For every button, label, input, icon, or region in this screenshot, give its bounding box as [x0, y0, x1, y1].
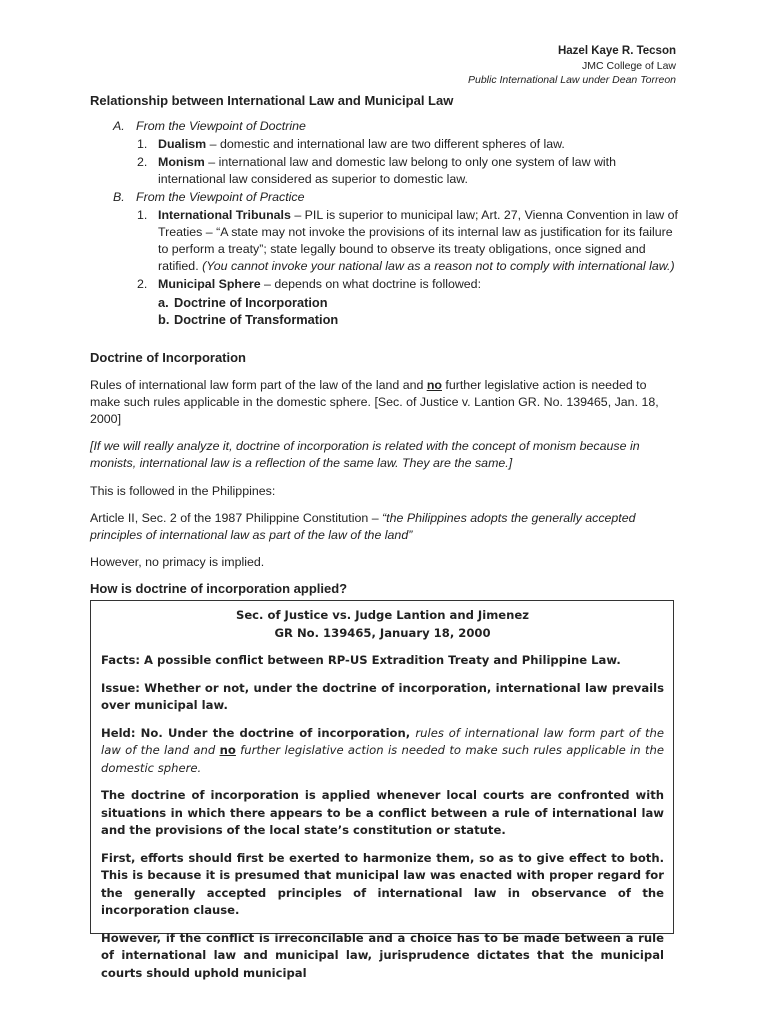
item-term: Municipal Sphere — [158, 277, 261, 291]
held-italic-text: rules of international law form part of the law of the land and — [101, 725, 664, 757]
rule-text-end: further legislative action is needed to make such rules applicable in the domestic sphere. [Sec. of Justice v. Lantion GR. No. 139465, Jan. 18, 2000] — [90, 378, 659, 426]
section-label: From the Viewpoint of Doctrine — [136, 119, 306, 133]
document-title: Relationship between International Law and Municipal Law — [90, 93, 454, 108]
subitem-text: Doctrine of Transformation — [174, 312, 339, 327]
primacy-statement: However, no primacy is implied. — [90, 555, 265, 569]
item-term: Monism — [158, 155, 205, 169]
viewpoint-outline — [90, 118, 680, 328]
rule-text: Rules of international law form part of the law of the land and — [90, 378, 427, 392]
case-issue — [101, 680, 664, 715]
item-number: 1. — [137, 208, 148, 222]
held-text: No. Under the doctrine of incorporation, — [135, 725, 416, 740]
case-held — [101, 725, 664, 778]
item-note: (You cannot invoke your national law as a reason not to comply with international law.) — [202, 259, 675, 273]
incorporation-heading: Doctrine of Incorporation — [90, 350, 246, 365]
list-item-dualism — [90, 136, 680, 153]
how-applied-heading: How is doctrine of incorporation applied? — [90, 581, 348, 596]
section-letter: B. — [113, 190, 125, 204]
subitem-text: Doctrine of Incorporation — [174, 295, 328, 310]
facts-text: A possible conflict between RP-US Extradition Treaty and Philippine Law. — [140, 653, 621, 667]
section-b — [90, 189, 680, 206]
facts-label: Facts: — [101, 653, 141, 667]
constitution-article — [90, 510, 674, 544]
held-italic-text-end: further legislative action is needed to make such rules applicable in the domestic sphere. — [101, 743, 665, 775]
item-number: 2. — [137, 155, 148, 169]
issue-text: Whether or not, under the doctrine of incorporation, international law prevails over municipal law. — [101, 680, 664, 712]
article-reference: Article II, Sec. 2 of the 1987 Philippine Constitution – — [90, 511, 383, 525]
list-item-monism — [90, 154, 680, 188]
case-title: Sec. of Justice vs. Judge Lantion and Jimenez — [235, 608, 530, 622]
held-label: Held: — [101, 725, 136, 740]
course-name: Public International Law under Dean Torreon — [468, 74, 676, 86]
college-name: JMC College of Law — [582, 60, 676, 72]
subitem-letter: a. — [158, 295, 169, 310]
issue-label: Issue: — [101, 680, 140, 695]
item-text: – international law and domestic law belong to only one system of law with international law considered as superior to domestic law. — [158, 155, 616, 186]
subitem-letter: b. — [158, 312, 170, 327]
article-quote: “the Philippines adopts the generally accepted principles of international law as part of the law of the land” — [90, 511, 636, 542]
section-a — [90, 118, 680, 135]
section-label: From the Viewpoint of Practice — [136, 190, 305, 204]
item-term: Dualism — [158, 137, 207, 151]
case-box — [90, 600, 674, 980]
case-paragraph-2: First, efforts should first be exerted to harmonize them, so as to give effect to both. This is because it is presumed that municipal law was enacted with proper regard for the generally accepted principles of international law in observance of the incorporation clause. — [101, 850, 664, 917]
held-emphasis: no — [219, 743, 236, 757]
followed-statement: This is followed in the Philippines: — [90, 484, 276, 498]
page-header — [468, 44, 676, 87]
item-term: International Tribunals — [158, 208, 291, 222]
item-text: – PIL is superior to municipal law; Art. 27, Vienna Convention in law of Treaties – “A state may not invoke the provisions of its internal law as justification for its failure to perform a treaty”; state legally bound to observe its treaty obligations, once signed and ratified. — [158, 208, 678, 273]
item-number: 1. — [137, 137, 148, 151]
case-paragraph-3: However, if the conflict is irreconcilable and a choice has to be made between a rule of international law and municipal law, jurisprudence dictates that the municipal courts should uphold municipal — [101, 930, 664, 980]
subitem-incorporation — [90, 294, 680, 311]
item-text: – domestic and international law are two different spheres of law. — [206, 137, 565, 151]
author-name: Hazel Kaye R. Tecson — [557, 45, 676, 57]
item-number: 2. — [137, 277, 148, 291]
incorporation-rule — [90, 377, 674, 428]
list-item-international-tribunals — [90, 207, 680, 275]
section-letter: A. — [113, 119, 125, 133]
list-item-municipal-sphere — [90, 276, 680, 293]
item-text: – depends on what doctrine is followed: — [260, 277, 482, 291]
case-paragraph-1: The doctrine of incorporation is applied whenever local courts are confronted with situations in which there appears to be a conflict between a rule of international law and the provisions of the local state’s constitution or statute. — [101, 788, 664, 837]
case-facts — [101, 652, 664, 670]
rule-emphasis: no — [426, 378, 442, 392]
case-gr-number: GR No. 139465, January 18, 2000 — [274, 625, 491, 640]
analysis-note: [If we will really analyze it, doctrine of incorporation is related with the concept of monism because in monists, international law is a reflection of the same law. They are the same.] — [90, 439, 640, 470]
subitem-transformation — [90, 311, 680, 328]
